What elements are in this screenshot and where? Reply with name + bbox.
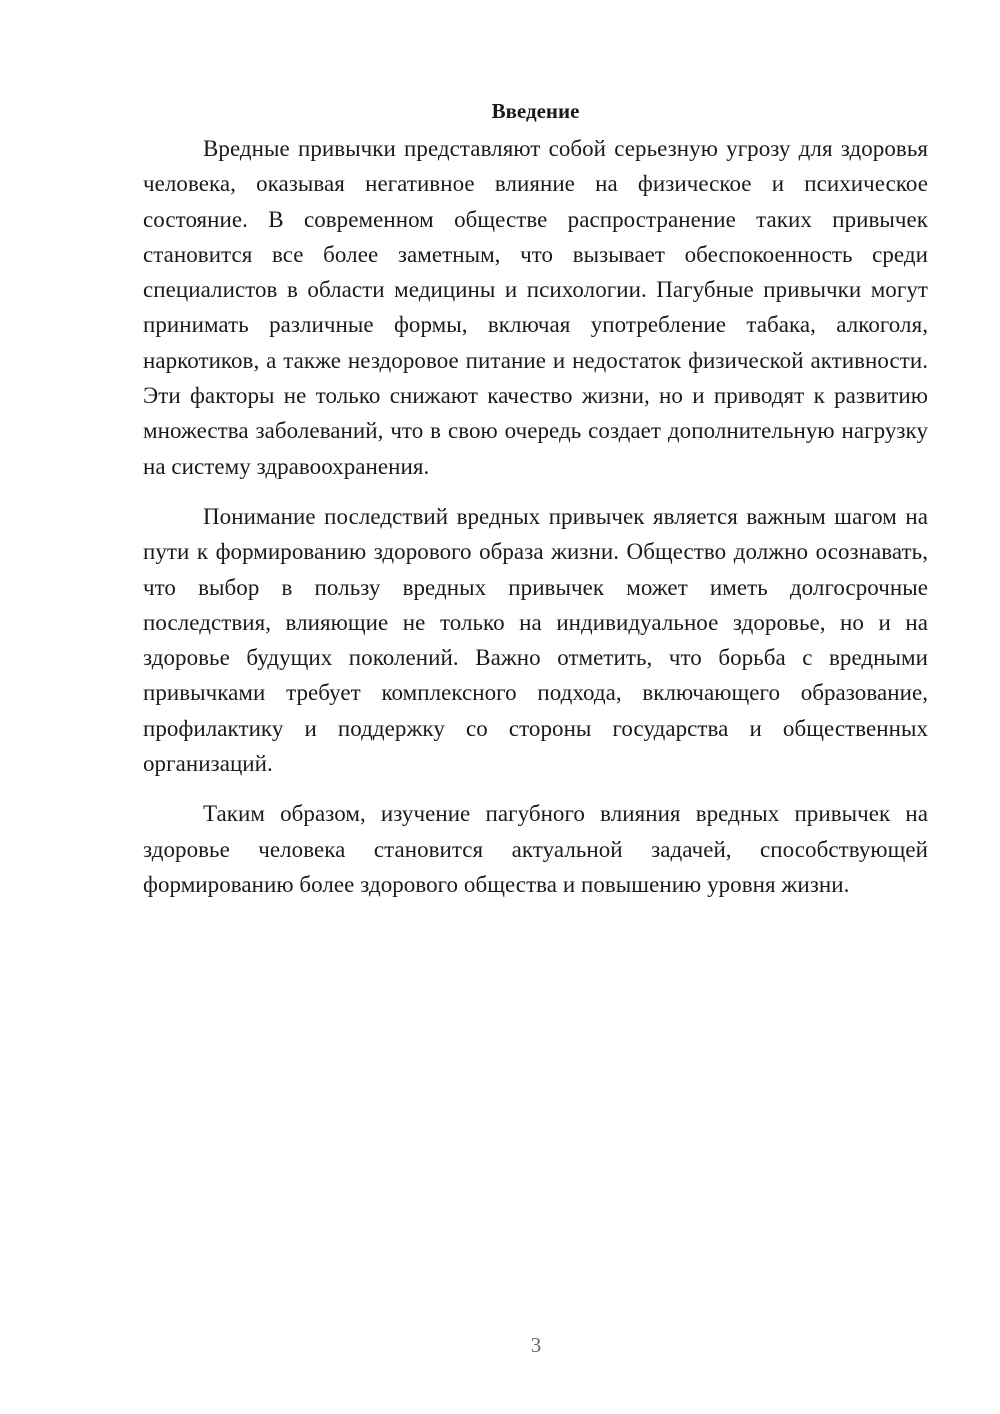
page-number: 3 (530, 1333, 542, 1357)
paragraph-1: Вредные привычки представляют собой серьезную угрозу для здоровья человека, оказывая негативное влияние на физическое и психическое состояние. В современном обществе распространение таких привычек становится все более заметным, что вызывает обеспокоенность среди специалистов в области медицины и психологии. Пагубные привычки могут принимать различные формы, включая употребление табака, алкоголя, наркотиков, а также нездоровое питание и недостаток физической активности. Эти факторы не только снижают качество жизни, но и приводят к развитию множества заболеваний, что в свою очередь создает дополнительную нагрузку на систему здравоохранения. (143, 136, 928, 479)
paragraph-2: Понимание последствий вредных привычек является важным шагом на пути к формированию здорового образа жизни. Общество должно осознавать, что выбор в пользу вредных привычек может иметь долгосрочные последствия, влияющие не только на индивидуальное здоровье, но и на здоровье будущих поколений. Важно отметить, что борьба с вредными привычками требует комплексного подхода, включающего образование, профилактику и поддержку со стороны государства и общественных организаций. (143, 503, 928, 777)
section-heading: Введение (491, 99, 580, 123)
page-content (143, 95, 928, 917)
paragraph-3: Таким образом, изучение пагубного влияния вредных привычек на здоровье человека становится актуальной задачей, способствующей формированию более здорового общества и повышению уровня жизни. (143, 801, 928, 897)
